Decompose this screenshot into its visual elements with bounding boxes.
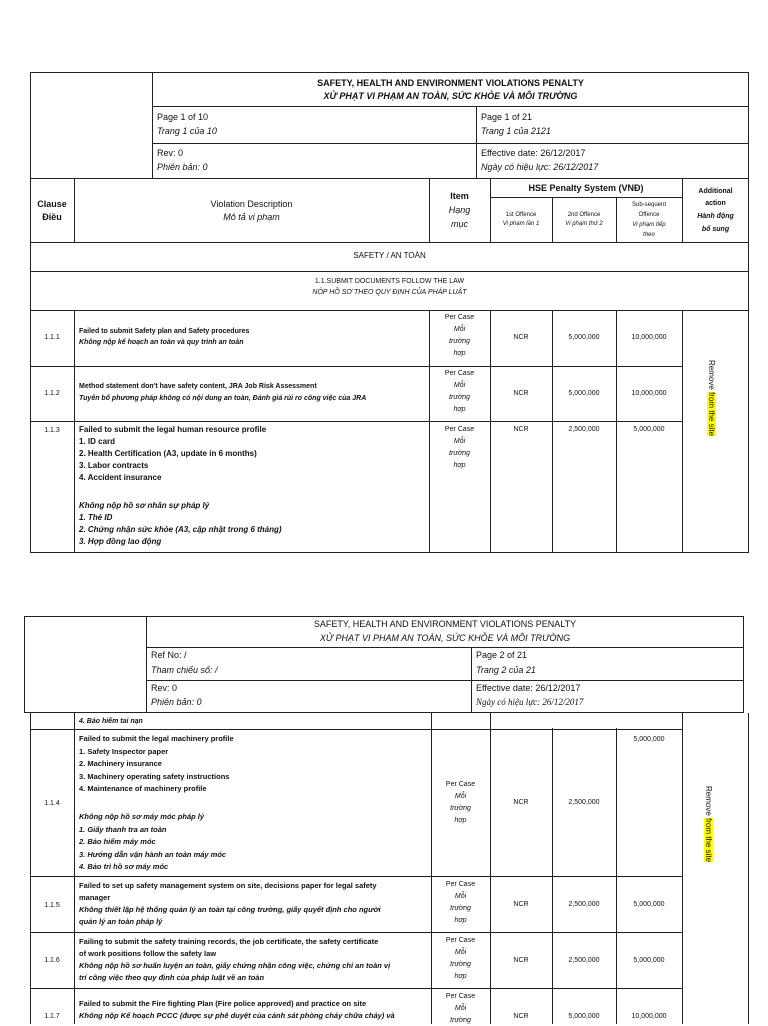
violation-line: Không nộp hồ sơ máy móc pháp lý — [79, 812, 205, 821]
violation-line: Không nộp hồ sơ nhân sự pháp lý — [79, 501, 210, 510]
item-per-case-vi: Mỗi — [453, 326, 466, 333]
second-offence: 2,500,000 — [568, 901, 600, 908]
col-subsequent-4: theo — [643, 232, 655, 238]
remove-highlight: from the site — [704, 818, 713, 863]
item-per-case-vi: Mỗi — [453, 382, 466, 389]
col-item: Item — [450, 191, 469, 201]
subsequent-offence: 10,000,000 — [631, 334, 667, 341]
second-offence: 2,500,000 — [568, 426, 600, 433]
violation-line: 2. Chứng nhận sức khỏe (A3, cập nhật trong 6 tháng) — [79, 525, 282, 534]
violation-vi-lines — [79, 811, 226, 874]
second-offence: 2,500,000 — [568, 799, 600, 806]
violation-line: 3. Hướng dẫn vận hành an toàn máy móc — [79, 849, 227, 859]
item-per-case-vi: hợp — [454, 817, 467, 824]
clause-number: 1.1.7 — [44, 1013, 60, 1020]
col-penalty-system: HSE Penalty System (VNĐ) — [528, 183, 644, 193]
doc-title-en: SAFETY, HEALTH AND ENVIRONMENT VIOLATIONS PENALTY — [317, 78, 584, 88]
doc-title-vi: XỬ PHẠT VI PHẠM AN TOÀN, SỨC KHỎE VÀ MÔI TRƯỜNG — [323, 91, 578, 101]
second-offence: 5,000,000 — [568, 334, 600, 341]
item-per-case-vi: trường — [450, 905, 471, 912]
col-violation: Violation Description — [210, 199, 293, 209]
additional-action — [706, 360, 716, 436]
remove-highlight: from the site — [707, 392, 716, 437]
violation-line: 1. ID card — [79, 437, 116, 446]
item-per-case-vi: trường — [449, 450, 470, 457]
revision: Rev: 0 — [157, 148, 184, 158]
subsection-title: 1.1.SUBMIT DOCUMENTS FOLLOW THE LAW — [314, 278, 465, 285]
violation-line: Failed to submit the Fire fighting Plan (Fire police approved) and practice on site — [79, 999, 367, 1008]
subsequent-offence: 10,000,000 — [631, 1013, 667, 1020]
page-number-right: Page 1 of 21 — [481, 112, 533, 122]
page-number: Page 2 of 21 — [476, 650, 528, 660]
item-per-case: Per Case — [445, 781, 476, 788]
violation-line: Không thiết lập hệ thống quản lý an toàn tại công trường, giấy quyết định cho người — [79, 905, 381, 914]
second-offence: 5,000,000 — [568, 1013, 600, 1020]
col-first-offence-vi: Vi phạm lần 1 — [502, 221, 540, 227]
violation-line: Failed to set up safety management system on site, decisions paper for legal safety — [79, 881, 377, 890]
violation-line: 3. Labor contracts — [79, 461, 149, 470]
violation-en-lines — [79, 880, 377, 904]
first-offence: NCR — [513, 334, 529, 341]
violation-line: 2. Bảo hiểm máy móc — [79, 837, 156, 846]
item-per-case-vi: hợp — [453, 462, 466, 469]
violation-en-lines — [79, 936, 378, 960]
violation-line: 3. Hợp đồng lao động — [79, 537, 162, 546]
first-offence: NCR — [513, 1013, 529, 1020]
page-number-right-vi: Trang 1 của 2121 — [481, 126, 551, 136]
revision-vi: Phiên bản: 0 — [157, 162, 208, 172]
violation-line: 2. Machinery insurance — [79, 759, 162, 768]
item-per-case-vi: Mỗi — [454, 1005, 467, 1012]
violation-vi-lines — [79, 960, 390, 984]
violation-line: 1. Thẻ ID — [79, 513, 113, 522]
item-per-case-vi: hợp — [454, 973, 467, 980]
additional-action — [703, 786, 713, 862]
second-offence: 2,500,000 — [568, 957, 600, 964]
item-per-case: Per Case — [445, 881, 476, 888]
col-additional-3: Hành động — [697, 213, 734, 220]
item-per-case-vi: Mỗi — [454, 793, 467, 800]
item-per-case-vi: hợp — [454, 917, 467, 924]
item-per-case: Per Case — [445, 937, 476, 944]
first-offence: NCR — [513, 901, 529, 908]
violation-line: 1. Safety Inspector paper — [79, 746, 169, 756]
subsequent-offence: 5,000,000 — [633, 426, 665, 433]
clause-number: 1.1.5 — [44, 902, 60, 909]
col-violation-vi: Mô tả vi phạm — [223, 212, 280, 222]
violation-line: trí công việc theo quy định của pháp luật về an toàn — [79, 973, 265, 982]
col-clause: Clause — [37, 199, 67, 209]
effective-date-vi: Ngày có hiệu lực: 26/12/2017 — [476, 697, 584, 707]
clause-number: 1.1.3 — [44, 427, 60, 434]
item-per-case: Per Case — [444, 426, 475, 433]
first-offence: NCR — [513, 799, 529, 806]
item-per-case-vi: trường — [449, 394, 470, 401]
item-per-case-vi: trường — [450, 1017, 471, 1024]
remove-text: Remove — [707, 360, 716, 393]
doc-title-en: SAFETY, HEALTH AND ENVIRONMENT VIOLATIONS PENALTY — [313, 619, 577, 629]
ref-number-vi: Tham chiếu số: / — [151, 665, 218, 675]
continued-line: 4. Bảo hiểm tai nạn — [79, 718, 143, 725]
remove-text: Remove — [704, 786, 713, 819]
col-additional-1: Additional — [698, 188, 733, 195]
item-per-case: Per Case — [444, 370, 475, 377]
violation-line: Không nộp Kế hoạch PCCC (được sự phê duyệt của cảnh sát phòng cháy chữa cháy) và — [79, 1011, 395, 1020]
violation-vi: Không nộp kế hoạch an toàn và quy trình an toàn — [79, 339, 244, 346]
revision-vi: Phiên bản: 0 — [151, 697, 202, 707]
col-first-offence: 1st Offence — [505, 212, 537, 218]
violation-line: 2. Health Certification (A3, update in 6 months) — [79, 449, 257, 458]
subsequent-offence: 5,000,000 — [633, 901, 665, 908]
first-offence: NCR — [513, 426, 529, 433]
violation-vi-lines — [79, 1010, 395, 1022]
col-subsequent-2: Offence — [638, 212, 660, 218]
violation-line: Failed to submit the legal human resource profile — [79, 425, 267, 434]
item-per-case-vi: trường — [449, 338, 470, 345]
col-second-offence: 2nd Offence — [567, 212, 601, 218]
col-subsequent-3: Vi phạm tiếp — [632, 222, 666, 228]
ref-number: Ref No: / — [151, 650, 187, 660]
item-per-case-vi: hợp — [453, 350, 466, 357]
violation-en-lines — [79, 998, 366, 1010]
page-number-left: Page 1 of 10 — [157, 112, 209, 122]
violation-en-lines — [79, 733, 234, 796]
violation-line: 4. Maintenance of machinery profile — [79, 784, 207, 793]
violation-line: of work positions follow the safety law — [79, 949, 217, 958]
effective-date-vi: Ngày có hiệu lực: 26/12/2017 — [481, 162, 599, 172]
col-additional-2: action — [705, 200, 726, 207]
col-clause-vi: Điều — [42, 212, 62, 222]
item-per-case: Per Case — [444, 314, 475, 321]
violation-vi-lines — [79, 500, 282, 548]
doc-title-vi: XỬ PHẠT VI PHẠM AN TOÀN, SỨC KHỎE VÀ MÔI TRƯỜNG — [319, 633, 571, 643]
violation-line: 4. Bảo trì hồ sơ máy móc — [79, 862, 169, 871]
violation-line: Failing to submit the safety training records, the job certificate, the safety certificate — [79, 937, 379, 946]
subsequent-offence: 10,000,000 — [631, 390, 667, 397]
page-number-left-vi: Trang 1 của 10 — [157, 126, 217, 136]
second-offence: 5,000,000 — [568, 390, 600, 397]
violation-en: Failed to submit Safety plan and Safety procedures — [79, 328, 250, 335]
item-per-case-vi: hợp — [453, 406, 466, 413]
col-item-vi: Hạng — [448, 205, 471, 215]
item-per-case-vi: trường — [450, 805, 471, 812]
subsequent-offence: 5,000,000 — [633, 736, 665, 743]
item-per-case-vi: Mỗi — [454, 949, 467, 956]
violation-line: manager — [79, 893, 111, 902]
item-per-case-vi: trường — [450, 961, 471, 968]
violation-line: 1. Giấy thanh tra an toàn — [79, 824, 167, 834]
effective-date: Effective date: 26/12/2017 — [481, 148, 586, 158]
first-offence: NCR — [513, 957, 529, 964]
clause-number: 1.1.2 — [44, 390, 60, 397]
col-item-vi-2: mục — [450, 219, 468, 229]
revision: Rev: 0 — [151, 683, 178, 693]
item-per-case-vi: Mỗi — [453, 438, 466, 445]
page-number-vi: Trang 2 của 21 — [476, 665, 536, 675]
violation-line: quản lý an toàn pháp lý — [79, 917, 163, 926]
violation-line: Không nộp hồ sơ huấn luyện an toàn, giấy chứng nhận công việc, chứng chỉ an toàn vị — [79, 961, 391, 970]
violation-en-lines — [79, 424, 266, 484]
violation-line: 4. Accident insurance — [79, 473, 162, 482]
subsection-title-vi: NỘP HỒ SƠ THEO QUY ĐỊNH CỦA PHÁP LUẬT — [312, 289, 467, 296]
col-second-offence-vi: Vi phạm thứ 2 — [565, 221, 603, 227]
violation-line: Failed to submit the legal machinery profile — [79, 734, 234, 743]
clause-number: 1.1.4 — [44, 800, 60, 807]
section-safety: SAFETY / AN TOÀN — [353, 251, 426, 260]
subsequent-offence: 5,000,000 — [633, 957, 665, 964]
clause-number: 1.1.1 — [44, 334, 60, 341]
effective-date: Effective date: 26/12/2017 — [476, 683, 581, 693]
clause-number: 1.1.6 — [44, 957, 60, 964]
violation-line: 3. Machinery operating safety instructions — [79, 771, 230, 781]
violation-vi: Tuyên bố phương pháp không có nội dung an toàn, Đánh giá rủi ro công việc của JRA — [79, 395, 367, 402]
col-additional-4: bổ sung — [701, 226, 730, 233]
violation-en: Method statement don't have safety content, JRA Job Risk Assessment — [79, 383, 317, 390]
item-per-case: Per Case — [445, 993, 476, 1000]
col-subsequent-1: Sub-sequent — [631, 202, 667, 208]
first-offence: NCR — [513, 390, 529, 397]
item-per-case-vi: Mỗi — [454, 893, 467, 900]
violation-vi-lines — [79, 904, 381, 928]
